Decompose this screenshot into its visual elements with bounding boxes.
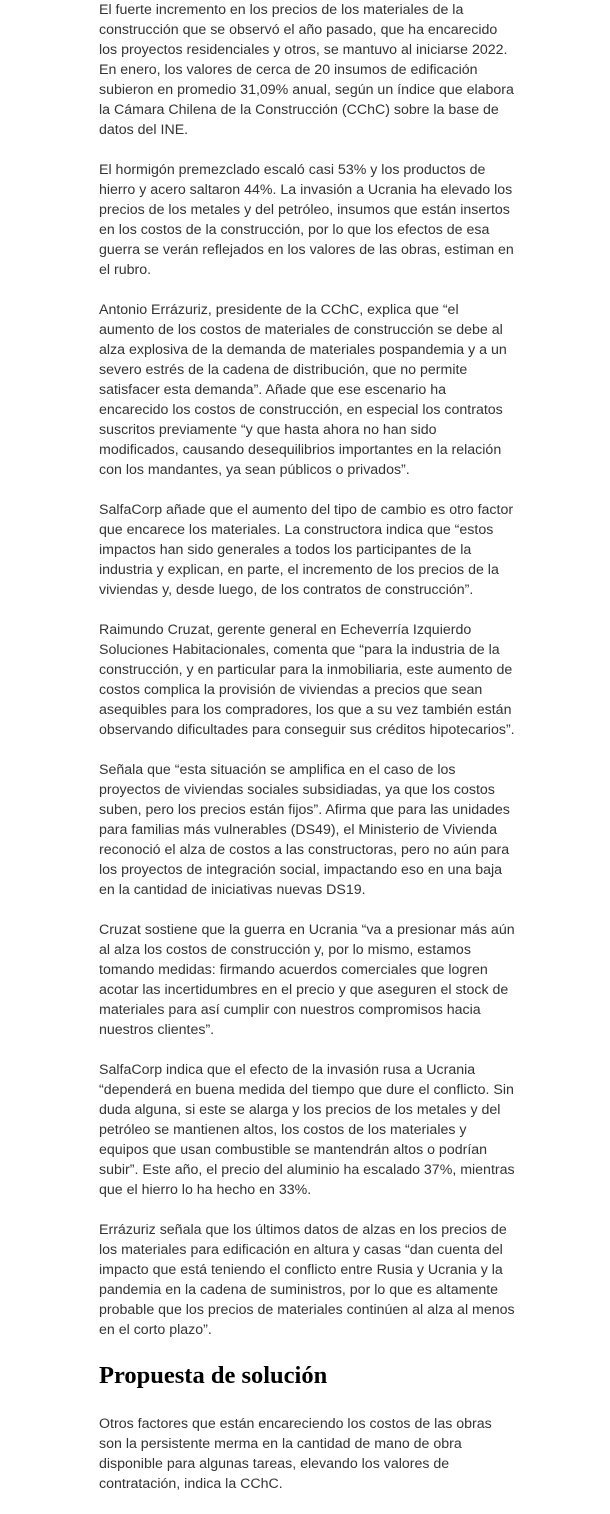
article-paragraph: Señala que “esta situación se amplifica en el caso de los proyectos de viviendas sociales subsidiadas, ya que los costos suben, pero los precios están fijos”. Afirma que para las unidades para familias más vulnerables (DS49), el Ministerio de Vivienda reconoció el alza de costos a las constructoras, pero no aún para los proyectos de integración social, impactando eso en una baja en la cantidad de iniciativas nuevas DS19.	[99, 762, 510, 898]
article-paragraph: Raimundo Cruzat, gerente general en Echeverría Izquierdo Soluciones Habitacionales, comenta que “para la industria de la construcción, y en particular para la inmobiliaria, este aumento de costos complica la provisión de viviendas a precios que sean asequibles para los compradores, los que a su vez también están observando dificultades para conseguir sus créditos hipotecarios”.	[99, 622, 515, 738]
article-paragraph: SalfaCorp añade que el aumento del tipo de cambio es otro factor que encarece los materiales. La constructora indica que “estos impactos han sido generales a todos los participantes de la industria y explican, en parte, el incremento de los precios de la viviendas y, desde luego, de los contratos de construcción”.	[99, 502, 514, 598]
article-body	[99, 0, 515, 1514]
article-paragraph: Errázuriz señala que los últimos datos de alzas en los precios de los materiales para edificación en altura y casas “dan cuenta del impacto que está teniendo el conflicto entre Rusia y Ucrania y la pandemia en la cadena de suministros, por lo que es altamente probable que los precios de materiales continúen al alza al menos en el corto plazo”.	[99, 1222, 515, 1338]
article-paragraph: Cruzat sostiene que la guerra en Ucrania “va a presionar más aún al alza los costos de construcción y, por lo mismo, estamos tomando medidas: firmando acuerdos comerciales que logren acotar las incertidumbres en el precio y que aseguren el stock de materiales para así cumplir con nuestros compromisos hacia nuestros clientes”.	[99, 922, 515, 1038]
article-paragraph: Otros factores que están encareciendo los costos de las obras son la persistente merma en la cantidad de mano de obra disponible para algunas tareas, elevando los valores de contratación, indica la CChC.	[99, 1416, 492, 1492]
article-paragraph: El fuerte incremento en los precios de los materiales de la construcción que se observó el año pasado, que ha encarecido los proyectos residenciales y otros, se mantuvo al iniciarse 2022. En enero, los valores de cerca de 20 insumos de edificación subieron en promedio 31,09% anual, según un índice que elabora la Cámara Chilena de la Construcción (CChC) sobre la base de datos del INE.	[99, 2, 514, 138]
article-paragraph: El hormigón premezclado escaló casi 53% y los productos de hierro y acero saltaron 44%. La invasión a Ucrania ha elevado los precios de los metales y del petróleo, insumos que están insertos en los costos de la construcción, por lo que los efectos de esa guerra se verán reflejados en los valores de las obras, estiman en el rubro.	[99, 162, 514, 278]
article-paragraph: SalfaCorp indica que el efecto de la invasión rusa a Ucrania “dependerá en buena medida del tiempo que dure el conflicto. Sin duda alguna, si este se alarga y los precios de los metales y del petróleo se mantienen altos, los costos de los materiales y equipos que usan combustible se mantendrán altos o podrían subir”. Este año, el precio del aluminio ha escalado 37%, mientras que el hierro lo ha hecho en 33%.	[99, 1062, 515, 1198]
section-heading: Propuesta de solución	[99, 1362, 328, 1389]
article-paragraph: Antonio Errázuriz, presidente de la CChC, explica que “el aumento de los costos de materiales de construcción se debe al alza explosiva de la demanda de materiales pospandemia y a un severo estrés de la cadena de distribución, que no permite satisfacer esta demanda”. Añade que ese escenario ha encarecido los costos de construcción, en especial los contratos suscritos previamente “y que hasta ahora no han sido modificados, causando desequilibrios importantes en la relación con los mandantes, ya sean públicos o privados”.	[99, 302, 507, 478]
